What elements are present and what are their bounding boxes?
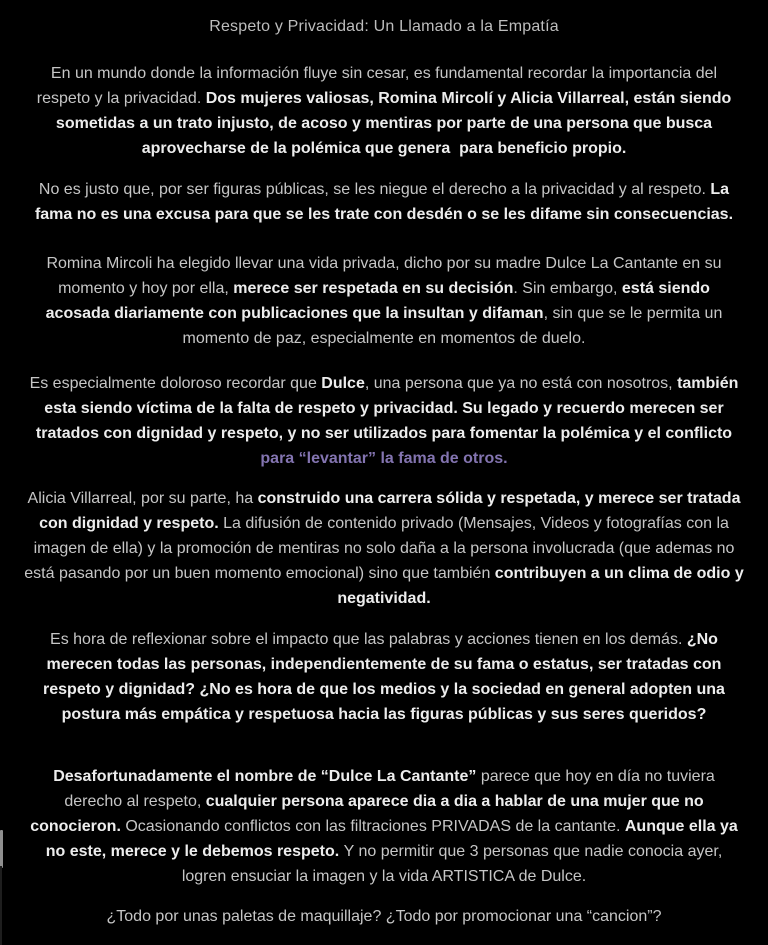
text-run: para “levantar” la fama de otros. xyxy=(260,450,508,467)
text-run: , una persona que ya no está con nosotros, xyxy=(364,375,678,392)
text-run: también esta siendo víctima de la falta de respeto y privacidad. Su legado y recuerdo merecen ser tratados con dignidad y respeto, y no ser utilizados para fomentar la polémica y el conflicto xyxy=(35,375,743,442)
text-run: construido una carrera sólida y respetada, y merece ser tratada con dignidad y respeto. xyxy=(39,490,745,532)
paragraph xyxy=(24,251,744,351)
text-run: Alicia Villarreal, por su parte, ha xyxy=(27,490,258,507)
text-run: Aunque ella ya no este, merece y le debemos respeto. xyxy=(45,818,743,860)
text-run: La difusión de contenido privado (Mensajes, Videos y fotografías con la imagen de ella) y la promoción de mentiras no solo daña a la persona involucrada (que ademas no está pasando por un buen momento emocional) sino que también xyxy=(24,515,739,582)
paragraph xyxy=(24,177,744,227)
text-run: parece que hoy en día no tuviera derecho al respeto, xyxy=(64,768,720,810)
scrollbar-track-fragment xyxy=(0,866,2,945)
page-title: Respeto y Privacidad: Un Llamado a la Empatía xyxy=(209,18,559,35)
paragraph xyxy=(24,904,744,929)
text-run: Ocasionando conflictos con las filtraciones PRIVADAS de la cantante. xyxy=(125,818,625,835)
text-run: No es justo que, por ser figuras públicas, se les niegue el derecho a la privacidad y al respeto. xyxy=(38,181,711,198)
paragraph xyxy=(24,371,744,471)
text-run: ¿Todo por unas paletas de maquillaje? ¿Todo por promocionar una “cancion”? xyxy=(106,908,662,925)
text-run: merece ser respetada en su decisión xyxy=(233,280,514,297)
text-run: Dos mujeres valiosas, Romina Mircolí y Alicia Villarreal, están siendo sometidas a un trato injusto, de acoso y mentiras por parte de una persona que busca aprovecharse de la polémica que genera para beneficio propio. xyxy=(55,90,736,157)
text-run: Dulce xyxy=(321,375,365,392)
text-run: cualquier persona aparece dia a dia a hablar de una mujer que no conocieron. xyxy=(30,793,709,835)
text-run: contribuyen a un clima de odio y negatividad. xyxy=(337,565,749,607)
paragraph xyxy=(24,61,744,161)
text-run: Desafortunadamente el nombre de “Dulce La Cantante” xyxy=(53,768,481,785)
text-run: En un mundo donde la información fluye sin cesar, es fundamental recordar la importancia del respeto y la privacidad. xyxy=(36,65,722,107)
text-run: ¿No merecen todas las personas, independientemente de su fama o estatus, ser tratadas con respeto y dignidad? ¿No es hora de que los medios y la sociedad en general adopten una postura más empática y respetuosa hacia las figuras públicas y sus seres queridos? xyxy=(43,631,730,723)
paragraph xyxy=(24,627,744,727)
text-run: . Sin embargo, xyxy=(513,280,622,297)
paragraph xyxy=(24,486,749,611)
text-run: La fama no es una excusa para que se les trate con desdén o se les difame sin consecuencias. xyxy=(34,181,734,223)
scrollbar-thumb-fragment[interactable] xyxy=(0,830,3,868)
paragraph xyxy=(24,764,744,889)
letter-body xyxy=(0,61,768,929)
text-run: , sin que se le permita un momento de paz, especialmente en momentos de duelo. xyxy=(182,305,727,347)
text-run: Y no permitir que 3 personas que nadie conocia ayer, logren ensuciar la imagen y la vida ARTISTICA de Dulce. xyxy=(181,843,732,885)
text-run: Es hora de reflexionar sobre el impacto que las palabras y acciones tienen en los demás. xyxy=(50,631,687,648)
text-run: Romina Mircoli ha elegido llevar una vida privada, dicho por su madre Dulce La Cantante en su momento y hoy por ella, xyxy=(46,255,726,297)
text-run: está siendo acosada diariamente con publicaciones que la insultan y difaman xyxy=(45,280,715,322)
text-run: Es especialmente doloroso recordar que xyxy=(29,375,322,392)
